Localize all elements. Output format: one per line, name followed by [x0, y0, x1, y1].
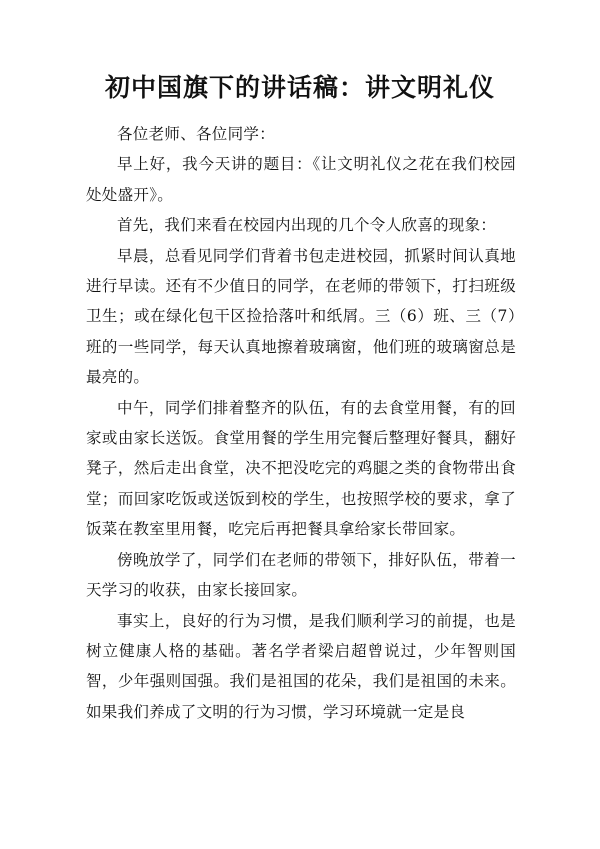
- document-body: [86, 119, 516, 727]
- document-title: 初中国旗下的讲话稿：讲文明礼仪: [104, 73, 495, 102]
- paragraph-topic: 早上好，我今天讲的题目：《让文明礼仪之花在我们校园处处盛开》。: [86, 155, 516, 204]
- paragraph-morning: 早晨，总看见同学们背着书包走进校园，抓紧时间认真地进行早读。还有不少值日的同学，在老师的带领下，打扫班级卫生；或在绿化包干区捡拾落叶和纸屑。三（6）班、三（7）班的一些同学，每天认真地擦着玻璃窗，他们班的玻璃窗总是最亮的。: [86, 246, 516, 387]
- paragraph-noon: 中午，同学们排着整齐的队伍，有的去食堂用餐，有的回家或由家长送饭。食堂用餐的学生用完餐后整理好餐具，翻好凳子，然后走出食堂，决不把没吃完的鸡腿之类的食物带出食堂；而回家吃饭或送饭到校的学生，也按照学校的要求，拿了饭菜在教室里用餐，吃完后再把餐具拿给家长带回家。: [86, 398, 516, 539]
- paragraph-habits: 事实上，良好的行为习惯，是我们顺利学习的前提，也是树立健康人格的基础。著名学者梁启超曾说过，少年智则国智，少年强则国强。我们是祖国的花朵，我们是祖国的未来。如果我们养成了文明的行为习惯，学习环境就一定是良: [86, 611, 516, 721]
- paragraph-greeting: 各位老师、各位同学：: [117, 125, 276, 143]
- paragraph-evening: 傍晚放学了，同学们在老师的带领下，排好队伍，带着一天学习的收获，由家长接回家。: [86, 550, 516, 600]
- paragraph-intro: 首先，我们来看在校园内出现的几个令人欣喜的现象：: [117, 216, 497, 235]
